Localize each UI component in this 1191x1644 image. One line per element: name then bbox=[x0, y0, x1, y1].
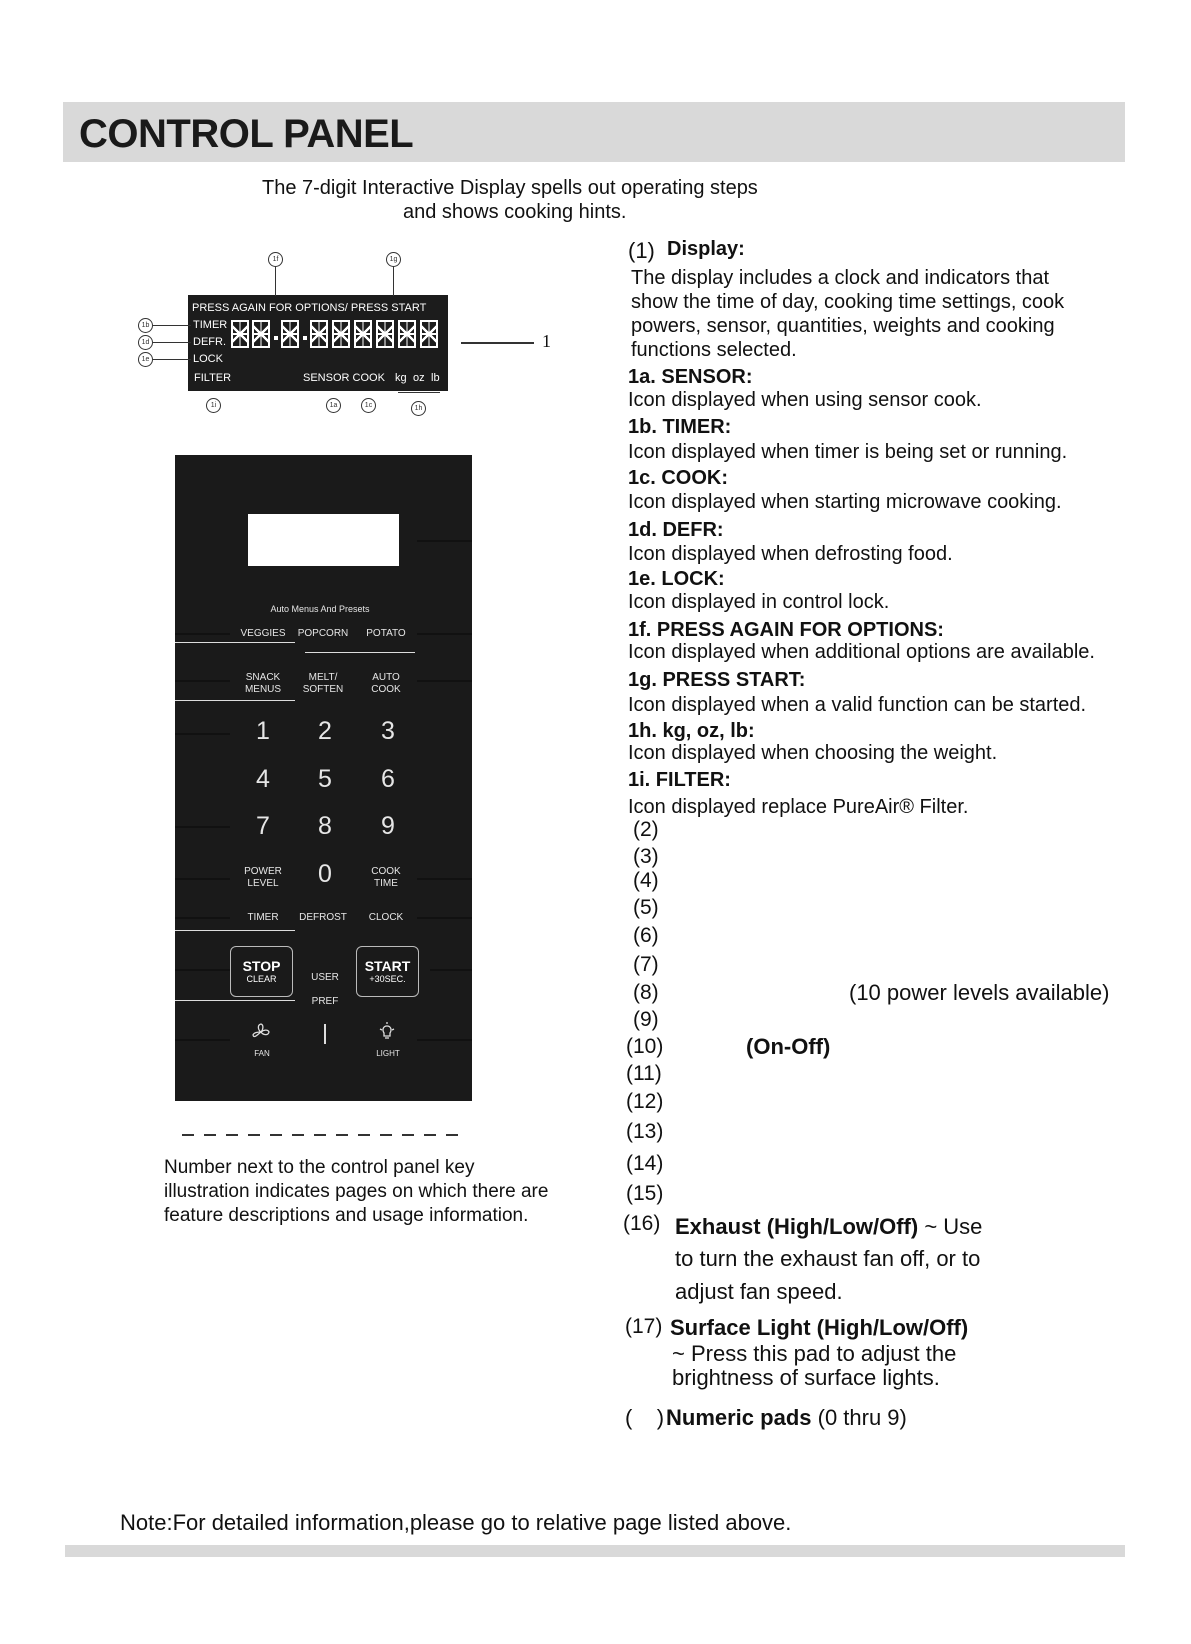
leader-line bbox=[175, 878, 230, 880]
item-1d-desc: Icon displayed when defrosting food. bbox=[628, 543, 953, 565]
numeric-key-9[interactable]: 9 bbox=[381, 812, 395, 840]
numeric-key-7[interactable]: 7 bbox=[256, 812, 270, 840]
light-label: LIGHT bbox=[376, 1049, 400, 1058]
on-off-label: (On-Off) bbox=[746, 1034, 831, 1059]
item-10-number: (10) bbox=[626, 1035, 664, 1058]
stop-label: STOP bbox=[242, 958, 281, 974]
item-16-desc: ~ Use bbox=[918, 1214, 983, 1239]
start-sub-label: +30SEC. bbox=[369, 974, 406, 984]
callout-1c: 1c bbox=[361, 398, 376, 413]
lcd-digit bbox=[281, 320, 299, 348]
power-levels-note: (10 power levels available) bbox=[849, 980, 1110, 1005]
item-7-number: (7) bbox=[633, 953, 659, 976]
leader-line bbox=[417, 1039, 472, 1041]
lcd-timer-label: TIMER bbox=[193, 319, 228, 331]
item-1a-title: 1a. SENSOR: bbox=[628, 366, 753, 388]
item-16-line bbox=[675, 1214, 982, 1240]
callout-1e: 1e bbox=[138, 352, 153, 367]
leader-line bbox=[417, 633, 472, 635]
item-1a-desc: Icon displayed when using sensor cook. bbox=[628, 389, 982, 411]
item-1-desc: functions selected. bbox=[631, 339, 797, 361]
lcd-lock-label: LOCK bbox=[193, 353, 223, 365]
leader-line bbox=[417, 680, 472, 682]
item-5-number: (5) bbox=[633, 896, 659, 919]
defrost-key[interactable]: DEFROST bbox=[299, 912, 347, 923]
numeric-key-6[interactable]: 6 bbox=[381, 765, 395, 793]
item-17-title: Surface Light (High/Low/Off) bbox=[670, 1315, 969, 1340]
footnote: Note:For detailed information,please go to relative page listed above. bbox=[120, 1510, 792, 1535]
item-6-number: (6) bbox=[633, 924, 659, 947]
panel-display-window bbox=[248, 514, 399, 566]
item-17-number: (17) bbox=[625, 1315, 663, 1338]
page-number-placeholder bbox=[358, 1134, 370, 1136]
user-pref-key[interactable] bbox=[295, 960, 355, 1020]
veggies-key[interactable]: VEGGIES bbox=[240, 628, 286, 639]
callout-1f: 1f bbox=[268, 252, 283, 267]
item-8-number: (8) bbox=[633, 981, 659, 1004]
stop-clear-button[interactable] bbox=[230, 946, 293, 997]
snack-menus-key[interactable]: SNACK MENUS bbox=[244, 672, 282, 695]
panel-divider bbox=[175, 1000, 295, 1001]
leader-line bbox=[175, 1039, 230, 1041]
panel-divider bbox=[175, 930, 295, 931]
lcd-press-again-label: PRESS AGAIN FOR OPTIONS/ PRESS START bbox=[192, 302, 427, 314]
item-18-line bbox=[666, 1405, 907, 1431]
callout-1i: 1i bbox=[206, 398, 221, 413]
lcd-colon bbox=[274, 336, 278, 340]
leader-line bbox=[417, 540, 472, 542]
item-1g-title: 1g. PRESS START: bbox=[628, 669, 806, 691]
item-1f-title: 1f. PRESS AGAIN FOR OPTIONS: bbox=[628, 619, 944, 641]
item-1-number: (1) bbox=[628, 238, 655, 263]
fan-label: FAN bbox=[254, 1049, 270, 1058]
leader-line bbox=[430, 969, 472, 971]
lcd-digit bbox=[420, 320, 438, 348]
item-1-desc: powers, sensor, quantities, weights and cooking bbox=[631, 315, 1055, 337]
popcorn-key[interactable]: POPCORN bbox=[297, 628, 349, 639]
footer-bar bbox=[65, 1545, 1125, 1557]
item-13-number: (13) bbox=[626, 1120, 664, 1143]
item-1e-desc: Icon displayed in control lock. bbox=[628, 591, 890, 613]
fan-button[interactable] bbox=[249, 1020, 273, 1044]
clear-label: CLEAR bbox=[246, 974, 277, 984]
item-18-title: Numeric pads bbox=[666, 1405, 812, 1430]
lcd-colon bbox=[303, 336, 307, 340]
item-16-title: Exhaust (High/Low/Off) bbox=[675, 1214, 919, 1239]
page-title: CONTROL PANEL bbox=[79, 112, 414, 156]
item-12-number: (12) bbox=[626, 1090, 664, 1113]
fan-light-separator bbox=[324, 1024, 326, 1044]
lcd-ref-number: 1 bbox=[542, 331, 551, 351]
callout-bracket bbox=[398, 392, 440, 393]
numeric-key-4[interactable]: 4 bbox=[256, 765, 270, 793]
lcd-lb-label: lb bbox=[431, 372, 440, 384]
auto-menus-label: Auto Menus And Presets bbox=[270, 604, 370, 614]
lcd-filter-label: FILTER bbox=[194, 372, 232, 384]
lcd-defr-label: DEFR. bbox=[193, 336, 226, 348]
numeric-key-0[interactable]: 0 bbox=[318, 860, 332, 888]
numeric-key-5[interactable]: 5 bbox=[318, 765, 332, 793]
lcd-digit bbox=[398, 320, 416, 348]
page-number-placeholder bbox=[182, 1134, 194, 1136]
item-1c-title: 1c. COOK: bbox=[628, 467, 729, 489]
leader-line bbox=[417, 917, 472, 919]
page-number-placeholder bbox=[270, 1134, 282, 1136]
item-1c-desc: Icon displayed when starting microwave cooking. bbox=[628, 491, 1062, 513]
cook-time-key[interactable]: COOK TIME bbox=[371, 866, 401, 889]
callout-line bbox=[153, 325, 191, 326]
auto-cook-key[interactable]: AUTO COOK bbox=[371, 672, 401, 695]
numeric-key-1[interactable]: 1 bbox=[256, 717, 270, 745]
page-reference-note: Number next to the control panel key illustration indicates pages on which there are feature descriptions and usage information. bbox=[164, 1157, 549, 1226]
lcd-ref-line bbox=[461, 342, 534, 344]
item-18-number: ( ) bbox=[625, 1405, 665, 1430]
callout-line bbox=[275, 266, 276, 296]
start-label: START bbox=[364, 958, 411, 974]
start-button[interactable] bbox=[356, 946, 419, 997]
clock-key[interactable]: CLOCK bbox=[368, 912, 404, 923]
lcd-digit bbox=[354, 320, 372, 348]
pref-label: PREF bbox=[311, 996, 339, 1007]
lcd-oz-label: oz bbox=[413, 372, 425, 384]
callout-1g: 1g bbox=[386, 252, 401, 267]
item-16-desc: to turn the exhaust fan off, or to bbox=[675, 1246, 981, 1271]
callout-1a: 1a bbox=[326, 398, 341, 413]
item-17-desc: brightness of surface lights. bbox=[672, 1365, 940, 1390]
callout-1b: 1b bbox=[138, 318, 153, 333]
item-3-number: (3) bbox=[633, 845, 659, 868]
item-1g-desc: Icon displayed when a valid function can be started. bbox=[628, 694, 1087, 716]
item-11-number: (11) bbox=[626, 1062, 662, 1085]
page-number-placeholder bbox=[446, 1134, 458, 1136]
timer-key[interactable]: TIMER bbox=[247, 912, 279, 923]
page-number-placeholder bbox=[248, 1134, 260, 1136]
fan-icon bbox=[249, 1020, 273, 1044]
item-1-desc: The display includes a clock and indicators that bbox=[631, 267, 1050, 289]
callout-line bbox=[153, 359, 191, 360]
lcd-digit bbox=[376, 320, 394, 348]
item-1h-desc: Icon displayed when choosing the weight. bbox=[628, 742, 998, 764]
callout-line bbox=[393, 266, 394, 296]
intro-line-1: The 7-digit Interactive Display spells out operating steps bbox=[262, 177, 758, 199]
item-16-number: (16) bbox=[623, 1212, 661, 1235]
lcd-digit bbox=[332, 320, 350, 348]
item-1-title: Display: bbox=[667, 238, 745, 260]
item-4-number: (4) bbox=[633, 869, 659, 892]
panel-divider bbox=[305, 652, 415, 653]
leader-line bbox=[175, 733, 230, 735]
numeric-key-2[interactable]: 2 bbox=[318, 717, 332, 745]
item-1e-title: 1e. LOCK: bbox=[628, 568, 725, 590]
leader-line bbox=[175, 680, 230, 682]
callout-line bbox=[153, 342, 191, 343]
leader-line bbox=[175, 826, 230, 828]
lcd-kg-label: kg bbox=[395, 372, 407, 384]
item-17-desc: ~ Press this pad to adjust the bbox=[672, 1341, 957, 1366]
item-2-number: (2) bbox=[633, 818, 659, 841]
page-number-placeholder bbox=[292, 1134, 304, 1136]
item-1i-desc: Icon displayed replace PureAir® Filter. bbox=[628, 796, 969, 818]
intro-line-2: and shows cooking hints. bbox=[403, 201, 627, 223]
panel-divider bbox=[175, 700, 295, 701]
item-1d-title: 1d. DEFR: bbox=[628, 519, 724, 541]
lcd-digit bbox=[231, 320, 249, 348]
leader-line bbox=[175, 633, 230, 635]
callout-1d: 1d bbox=[138, 335, 153, 350]
item-9-number: (9) bbox=[633, 1008, 659, 1031]
page-number-placeholder bbox=[402, 1134, 414, 1136]
lcd-digit bbox=[252, 320, 270, 348]
page-number-placeholder bbox=[380, 1134, 392, 1136]
page-number-placeholder bbox=[226, 1134, 238, 1136]
light-button[interactable] bbox=[375, 1020, 399, 1044]
page-number-placeholder bbox=[424, 1134, 436, 1136]
item-1b-desc: Icon displayed when timer is being set or running. bbox=[628, 441, 1068, 463]
item-1h-title: 1h. kg, oz, lb: bbox=[628, 720, 755, 742]
power-level-key[interactable]: POWER LEVEL bbox=[244, 866, 282, 889]
light-bulb-icon bbox=[375, 1020, 399, 1044]
page-number-placeholder bbox=[314, 1134, 326, 1136]
leader-line bbox=[175, 969, 230, 971]
leader-line bbox=[175, 917, 230, 919]
lcd-sensor-cook-label: SENSOR COOK bbox=[303, 372, 385, 384]
item-1-desc: show the time of day, cooking time settings, cook bbox=[631, 291, 1065, 313]
item-16-desc: adjust fan speed. bbox=[675, 1279, 843, 1304]
item-1f-desc: Icon displayed when additional options are available. bbox=[628, 641, 1095, 663]
potato-key[interactable]: POTATO bbox=[366, 628, 406, 639]
melt-soften-key[interactable]: MELT/ SOFTEN bbox=[302, 672, 344, 695]
page-number-placeholder bbox=[336, 1134, 348, 1136]
user-label: USER bbox=[311, 972, 339, 983]
callout-1h: 1h bbox=[411, 401, 426, 416]
panel-divider bbox=[175, 642, 295, 643]
item-15-number: (15) bbox=[626, 1182, 664, 1205]
item-18-desc: (0 thru 9) bbox=[811, 1405, 907, 1430]
page-number-placeholder bbox=[204, 1134, 216, 1136]
numeric-key-8[interactable]: 8 bbox=[318, 812, 332, 840]
lcd-digit bbox=[310, 320, 328, 348]
item-14-number: (14) bbox=[626, 1152, 664, 1175]
item-1b-title: 1b. TIMER: bbox=[628, 416, 732, 438]
leader-line bbox=[417, 878, 472, 880]
numeric-key-3[interactable]: 3 bbox=[381, 717, 395, 745]
item-1i-title: 1i. FILTER: bbox=[628, 769, 731, 791]
